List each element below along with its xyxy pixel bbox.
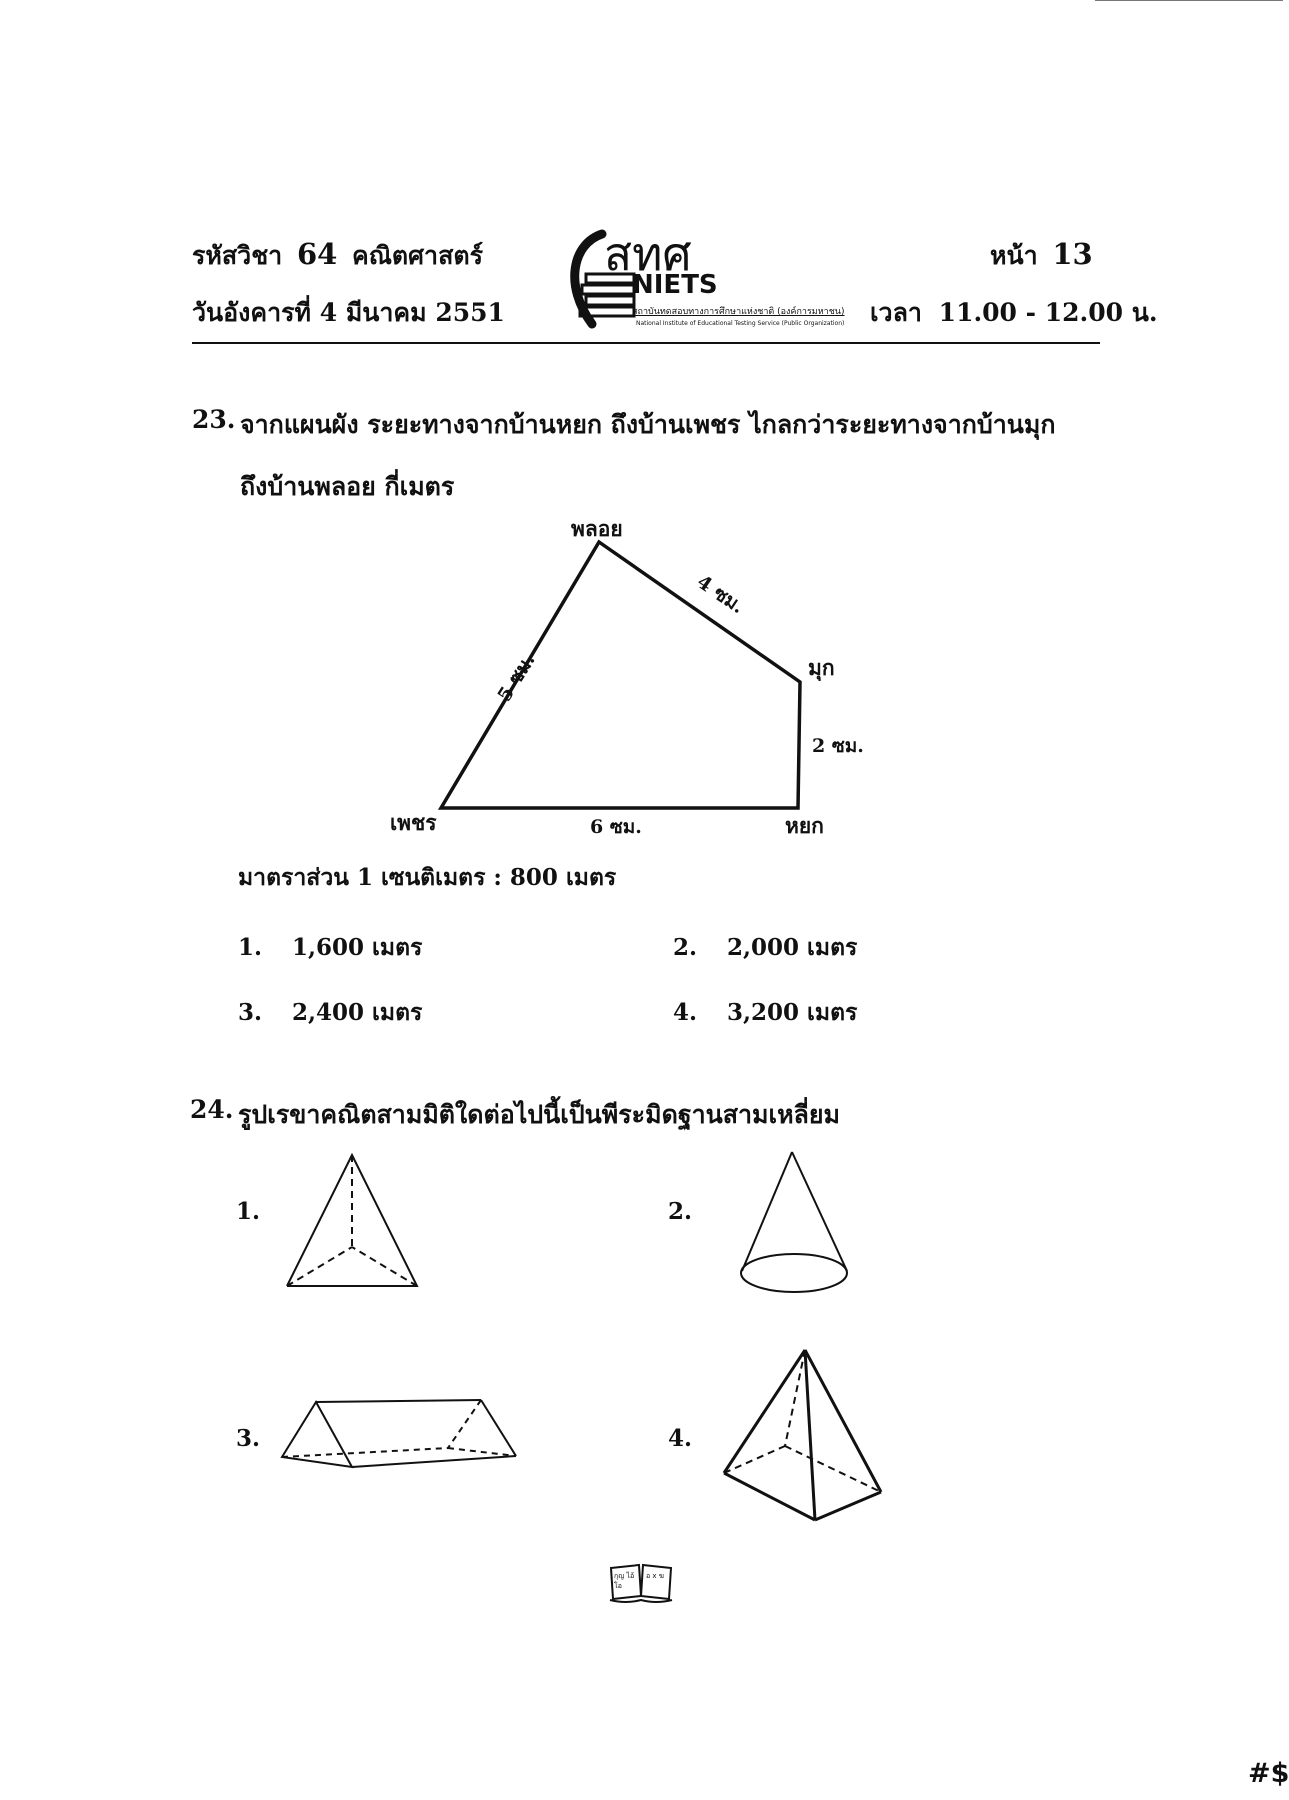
- edge-label-muk-yok: 2 ซม.: [812, 735, 864, 757]
- q24-number: 24.: [190, 1095, 234, 1124]
- footer-book-icon: [608, 1562, 674, 1604]
- book-right-text: อ x ฆ: [646, 1572, 664, 1580]
- triangular-prism-shape: [282, 1400, 516, 1467]
- q23-number: 23.: [192, 405, 236, 434]
- time-value: 11.00 - 12.00 น.: [938, 298, 1158, 327]
- book-left-text: กุญ ไอ้โอ: [614, 1572, 635, 1590]
- time-prefix: เวลา: [870, 298, 922, 327]
- q24-option-1-number: 1.: [236, 1198, 261, 1225]
- vertex-yok: หยก: [785, 813, 824, 838]
- option-text: 3,200 เมตร: [727, 999, 858, 1026]
- q24-option-4-number: 4.: [668, 1425, 693, 1452]
- logo-english: NIETS: [632, 270, 718, 300]
- page-prefix: หน้า: [990, 241, 1038, 270]
- q24-option-3-number: 3.: [236, 1425, 261, 1452]
- q24-option-2-number: 2.: [668, 1198, 693, 1225]
- subject-prefix: รหัสวิชา: [192, 241, 283, 270]
- corner-mark: #$: [1248, 1758, 1289, 1789]
- page-number: 13: [1052, 237, 1093, 271]
- triangular-pyramid-shape: [287, 1155, 417, 1286]
- q23-text-line2: ถึงบ้านพลอย กี่เมตร: [240, 472, 455, 501]
- subject-code: 64: [296, 237, 338, 271]
- logo-name-en: National Institute of Educational Testing Service (Public Organization): [636, 320, 845, 327]
- edge-label-phet-yok: 6 ซม.: [590, 816, 642, 838]
- exam-date: วันอังคารที่ 4 มีนาคม 2551: [192, 298, 505, 327]
- option-number: 2.: [673, 934, 698, 961]
- option-text: 2,400 เมตร: [292, 999, 423, 1026]
- vertex-phet: เพชร: [390, 810, 437, 835]
- option-number: 1.: [238, 934, 263, 961]
- option-number: 3.: [238, 999, 263, 1026]
- subject-name: คณิตศาสตร์: [352, 241, 483, 270]
- vertex-ploy: พลอย: [571, 516, 623, 541]
- logo-name-th: สถาบันทดสอบทางการศึกษาแห่งชาติ (องค์การมหาชน): [632, 307, 845, 317]
- option-number: 4.: [673, 999, 698, 1026]
- option-text: 2,000 เมตร: [727, 934, 858, 961]
- option-text: 1,600 เมตร: [292, 934, 423, 961]
- edge-label-ploy-muk: 4 ซม.: [692, 570, 749, 619]
- logo-thai: สทศ: [604, 227, 692, 281]
- vertex-muk: มุก: [808, 655, 835, 680]
- edge-label-phet-ploy: 5 ซม.: [493, 649, 540, 706]
- cone-shape: [741, 1152, 847, 1292]
- q23-text-line1: จากแผนผัง ระยะทางจากบ้านหยก ถึงบ้านเพชร ไกลกว่าระยะทางจากบ้านมุก: [240, 410, 1056, 439]
- square-pyramid-shape: [724, 1350, 881, 1520]
- q24-text: รูปเรขาคณิตสามมิติใดต่อไปนี้เป็นพีระมิดฐานสามเหลี่ยม: [238, 1100, 840, 1129]
- q23-scale: มาตราส่วน 1 เซนติเมตร : 800 เมตร: [238, 864, 617, 891]
